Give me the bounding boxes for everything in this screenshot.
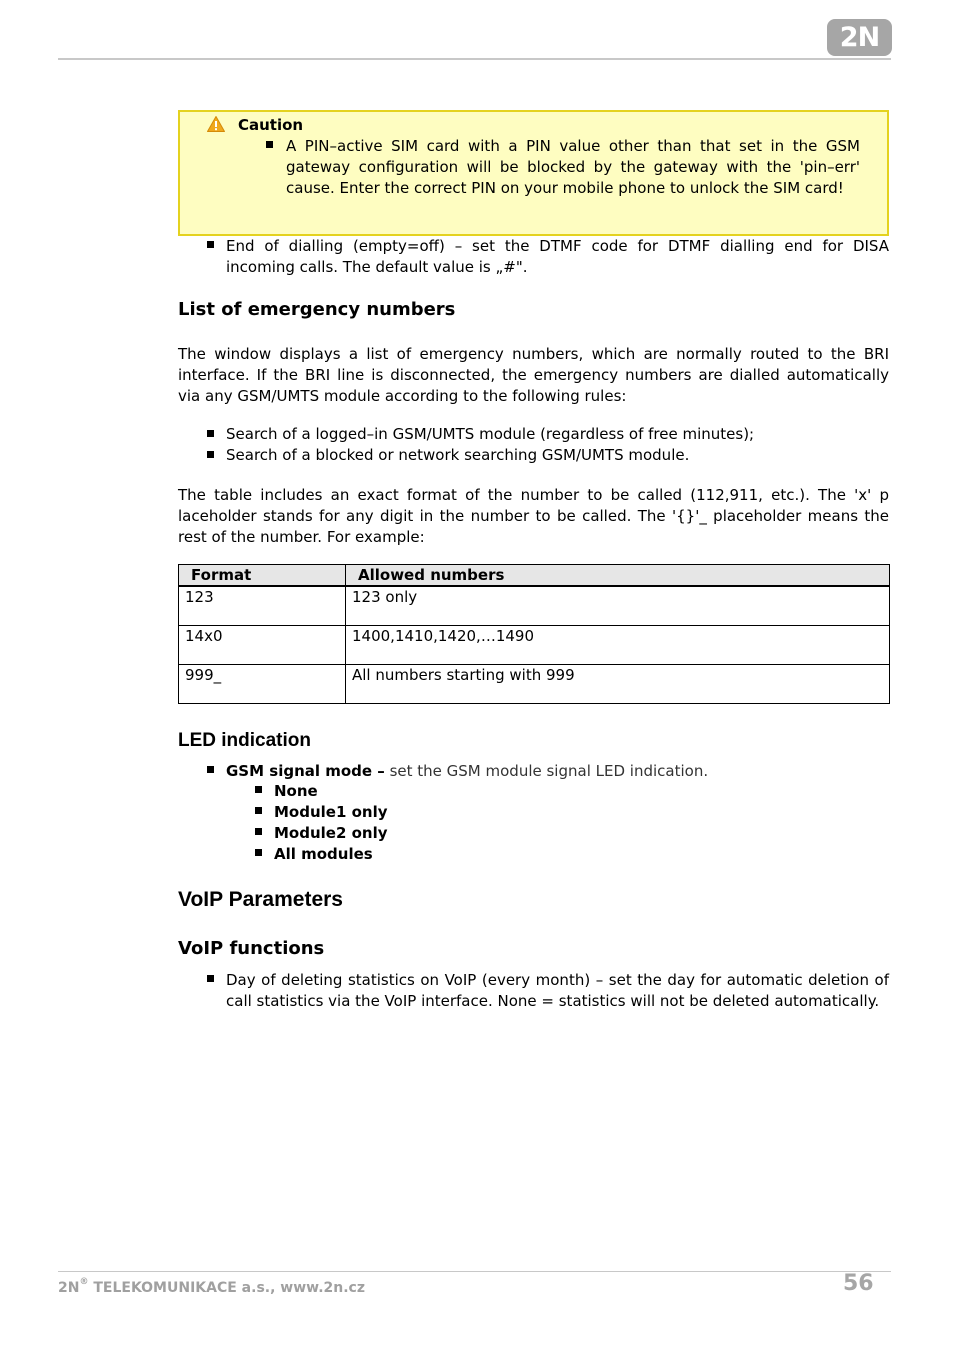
- voip-heading: VoIP Parameters: [178, 888, 343, 911]
- bullet: [207, 766, 214, 773]
- bullet: [207, 451, 214, 458]
- bullet: [207, 241, 214, 248]
- bullet: [255, 849, 262, 856]
- warning-icon: [207, 116, 225, 132]
- table-cell: 14x0: [179, 626, 346, 665]
- table-cell: 123 only: [346, 586, 890, 626]
- emergency-intro: The window displays a list of emergency numbers, which are normally routed to the BRI interface. If the BRI line is disconnected, the emergency numbers are dialled automatically via any GSM/UMTS module according to the following rules:: [178, 345, 889, 405]
- voip-functions-heading: VoIP functions: [178, 938, 325, 959]
- table-cell: 999_: [179, 665, 346, 704]
- emergency-table: [178, 564, 890, 704]
- company-logo: [827, 19, 892, 56]
- footer-company: TELEKOMUNIKACE a.s., www.2n.cz: [88, 1280, 365, 1296]
- bullet: [207, 975, 214, 982]
- column-header: Allowed numbers: [346, 565, 890, 587]
- bullet: [255, 807, 262, 814]
- bullet: [266, 141, 273, 148]
- logo-text: 2N: [839, 22, 880, 53]
- footer-divider: [58, 1271, 891, 1272]
- page-number: 56: [843, 1271, 874, 1296]
- led-option: Module2 only: [274, 824, 388, 842]
- table-cell: 1400,1410,1420,…1490: [346, 626, 890, 665]
- footer-text: [58, 1277, 365, 1296]
- led-item-text: set the GSM module signal LED indication.: [384, 762, 709, 780]
- caution-title: Caution: [238, 116, 304, 134]
- footer-brand: 2N: [58, 1280, 80, 1296]
- caution-text: A PIN–active SIM card with a PIN value other than that set in the GSM gateway configuration will be blocked by the gateway with the 'pin–err' cause. Enter the correct PIN on your mobile phone to unlock the SIM card!: [286, 137, 860, 197]
- led-option: All modules: [274, 845, 373, 863]
- table-row: [179, 586, 890, 626]
- bullet: [207, 430, 214, 437]
- table-cell: All numbers starting with 999: [346, 665, 890, 704]
- table-row: [179, 665, 890, 704]
- led-option: Module1 only: [274, 803, 388, 821]
- bullet: [255, 828, 262, 835]
- rule-item: Search of a logged–in GSM/UMTS module (regardless of free minutes);: [226, 425, 755, 443]
- end-dialling-text: End of dialling (empty=off) – set the DTMF code for DTMF dialling end for DISA incoming calls. The default value is „#".: [226, 237, 889, 276]
- voip-item: Day of deleting statistics on VoIP (every month) – set the day for automatic deletion of call statistics via the VoIP interface. None = statistics will not be deleted automatically.: [226, 971, 889, 1010]
- table-header-row: [179, 565, 890, 587]
- table-row: [179, 626, 890, 665]
- led-item-label: GSM signal mode –: [226, 762, 385, 780]
- header-divider: [58, 58, 891, 60]
- table-cell: 123: [179, 586, 346, 626]
- registered-mark: ®: [79, 1277, 89, 1287]
- led-option: None: [274, 782, 318, 800]
- bullet: [255, 786, 262, 793]
- led-item: [226, 761, 708, 782]
- led-heading: LED indication: [178, 730, 311, 751]
- column-header: Format: [179, 565, 346, 587]
- table-intro: The table includes an exact format of the number to be called (112,911, etc.). The 'x' p laceholder stands for any digit in the number to be called. The '{}'_ placeholder means the rest of the number. For example:: [178, 486, 889, 546]
- rule-item: Search of a blocked or network searching GSM/UMTS module.: [226, 446, 690, 464]
- emergency-heading: List of emergency numbers: [178, 299, 456, 320]
